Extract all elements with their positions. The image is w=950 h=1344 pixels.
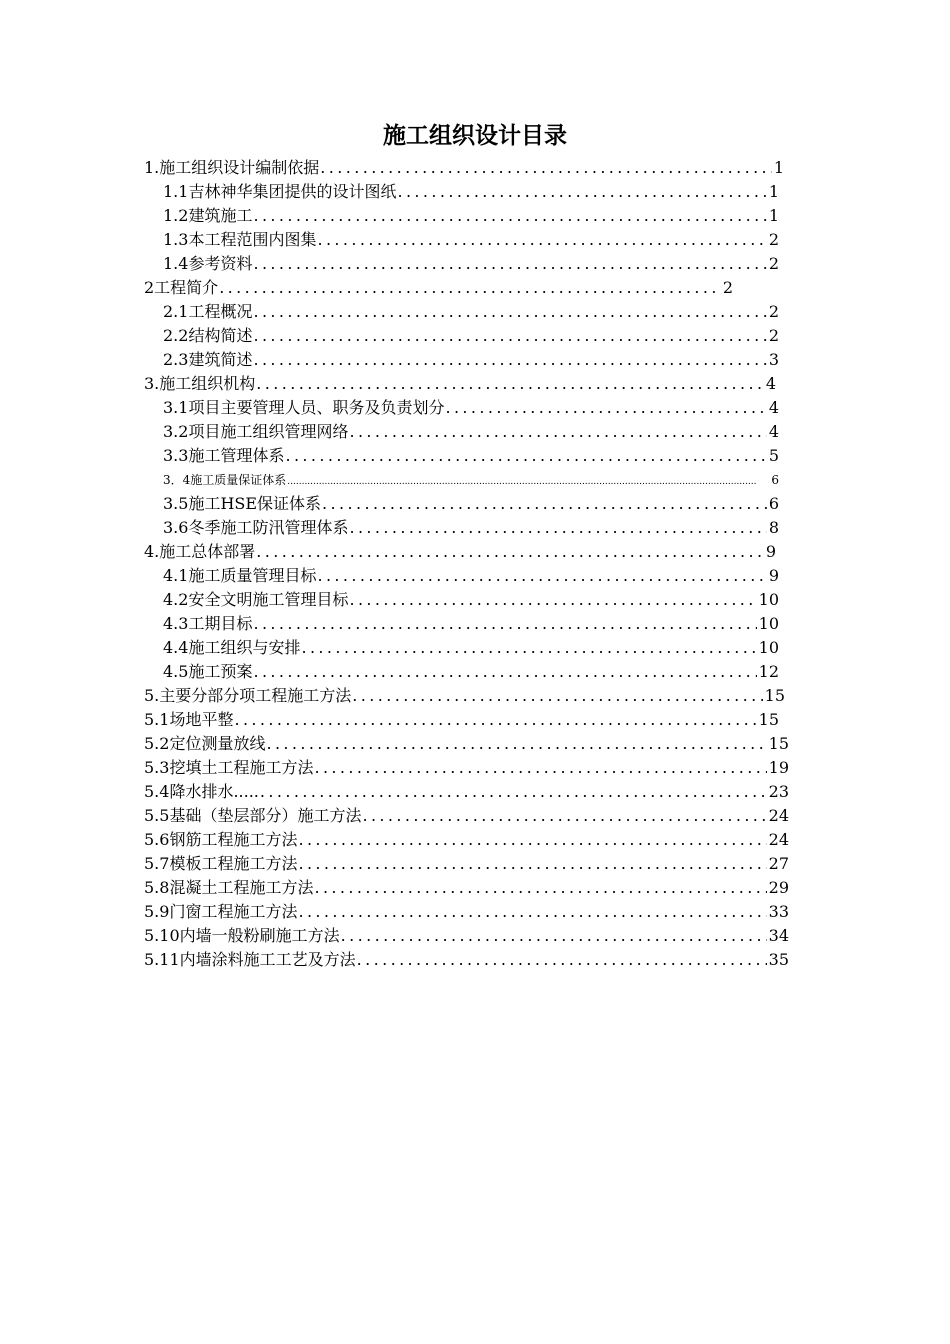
toc-entry-page: 15 [768, 734, 789, 753]
toc-entry-page: 9 [765, 542, 776, 561]
toc-entry-page: 10 [758, 638, 779, 657]
toc-leader [349, 516, 766, 540]
toc-entry-label: 1.施工组织设计编制依据 [144, 158, 320, 177]
toc-entry-page: 15 [764, 686, 785, 705]
toc-leader [341, 924, 767, 948]
toc-leader [234, 708, 756, 732]
toc-entry-page: 6 [771, 473, 779, 487]
toc-entry[interactable] [144, 540, 776, 564]
toc-leader [301, 636, 756, 660]
toc-entry-label: 3.5施工HSE保证体系 [163, 494, 322, 513]
toc-entry-label: 4.4施工组织与安排 [163, 638, 301, 657]
toc-entry-label: 5.2定位测量放线 [144, 734, 266, 753]
toc-entry-label: 5.9门窗工程施工方法 [144, 902, 298, 921]
toc-entry[interactable] [144, 372, 776, 396]
toc-entry[interactable] [144, 276, 733, 300]
toc-leader [298, 900, 766, 924]
toc-entry[interactable] [163, 324, 779, 348]
toc-entry-page: 6 [768, 494, 779, 513]
toc-entry-page: 24 [768, 830, 789, 849]
toc-entry-label: 5.主要分部分项工程施工方法 [144, 686, 352, 705]
toc-entry-page: 2 [768, 302, 779, 321]
toc-entry[interactable] [144, 948, 789, 972]
toc-entry-label: 5.1场地平整 [144, 710, 234, 729]
toc-entry[interactable] [144, 924, 789, 948]
toc-entry-page: 4 [765, 374, 776, 393]
toc-entry-page: 19 [768, 758, 789, 777]
toc-entry-label: 2.2结构简述 [163, 326, 253, 345]
toc-entry-page: 2 [722, 278, 733, 297]
toc-entry-page: 10 [758, 614, 779, 633]
toc-leader [253, 300, 766, 324]
toc-entry-page: 4 [768, 398, 779, 417]
toc-entry-page: 4 [768, 422, 779, 441]
toc-entry-page: 23 [768, 782, 789, 801]
toc-entry[interactable] [144, 828, 789, 852]
toc-entry-label: 1.1吉林神华集团提供的设计图纸 [163, 182, 397, 201]
toc-entry-label: 3.施工组织机构 [144, 374, 256, 393]
toc-leader [362, 804, 766, 828]
toc-entry-label: 5.7模板工程施工方法 [144, 854, 298, 873]
toc-entry-label: 4.2安全文明施工管理目标 [163, 590, 349, 609]
toc-entry[interactable] [163, 660, 779, 684]
toc-entry-page: 27 [768, 854, 789, 873]
toc-entry[interactable] [144, 876, 789, 900]
toc-entry-label: 2工程简介 [144, 278, 219, 297]
toc-leader [314, 756, 766, 780]
toc-entry[interactable] [163, 564, 779, 588]
toc-entry[interactable] [163, 252, 779, 276]
toc-leader [317, 228, 766, 252]
toc-entry[interactable] [144, 684, 785, 708]
toc-entry-page: 34 [768, 926, 789, 945]
toc-entry-page: 29 [768, 878, 789, 897]
toc-leader [352, 684, 762, 708]
toc-entry-label: 3.3施工管理体系 [163, 446, 285, 465]
toc-entry[interactable] [163, 516, 779, 540]
toc-entry-page: 35 [768, 950, 789, 969]
toc-entry[interactable] [163, 228, 779, 252]
toc-leader [357, 948, 767, 972]
toc-entry-label: 4.施工总体部署 [144, 542, 256, 561]
toc-entry[interactable] [144, 900, 789, 924]
toc-entry-page: 2 [768, 326, 779, 345]
toc-entry[interactable] [144, 708, 779, 732]
toc-entry[interactable] [144, 780, 789, 804]
toc-entry-page: 1 [773, 158, 784, 177]
toc-leader [349, 588, 756, 612]
toc-leader [445, 396, 766, 420]
toc-entry-page: 8 [768, 518, 779, 537]
toc-entry-label: 5.10内墙一般粉刷施工方法 [144, 926, 340, 945]
toc-entry[interactable] [163, 180, 779, 204]
toc-entry-label: 1.2建筑施工 [163, 206, 253, 225]
toc-entry[interactable] [144, 852, 789, 876]
toc-entry[interactable] [163, 420, 779, 444]
toc-leader [314, 876, 766, 900]
toc-entry-label: 1.4参考资料 [163, 254, 253, 273]
toc-leader [260, 780, 767, 804]
toc-entry-label: 4.3工期目标 [163, 614, 253, 633]
toc-leader [298, 852, 766, 876]
toc-entry[interactable] [144, 756, 789, 780]
toc-entry[interactable] [163, 588, 779, 612]
toc-leader [256, 540, 764, 564]
toc-entry-page: 2 [768, 230, 779, 249]
toc-leader [349, 420, 766, 444]
toc-entry[interactable] [163, 468, 779, 492]
toc-leader [253, 204, 766, 228]
toc-entry[interactable] [163, 396, 779, 420]
toc-entry-label: 1.3本工程范围内图集 [163, 230, 317, 249]
toc-entry[interactable] [163, 348, 779, 372]
toc-entry[interactable] [144, 804, 789, 828]
toc-leader [287, 470, 769, 494]
toc-leader [219, 276, 721, 300]
toc-leader [256, 372, 764, 396]
toc-leader [253, 660, 756, 684]
toc-entry-label: 4.5施工预案 [163, 662, 253, 681]
toc-entry-page: 1 [768, 206, 779, 225]
toc-entry-page: 24 [768, 806, 789, 825]
toc-entry-label: 5.8混凝土工程施工方法 [144, 878, 314, 897]
toc-entry[interactable] [163, 492, 779, 516]
toc-entry-label: 5.4降水排水..... [144, 782, 259, 801]
page-title: 施工组织设计目录 [383, 122, 567, 149]
toc-entry-label: 2.1工程概况 [163, 302, 253, 321]
toc-entry-page: 1 [768, 182, 779, 201]
toc-leader [253, 612, 756, 636]
toc-entry-label: 5.3挖填土工程施工方法 [144, 758, 314, 777]
toc-entry[interactable] [163, 204, 779, 228]
toc-entry-page: 2 [768, 254, 779, 273]
toc-entry-page: 12 [758, 662, 779, 681]
toc-leader [397, 180, 766, 204]
toc-entry-label: 2.3建筑简述 [163, 350, 253, 369]
toc-entry-label: 5.11内墙涂料施工工艺及方法 [144, 950, 356, 969]
toc-leader [253, 324, 766, 348]
toc-entry[interactable] [144, 156, 784, 180]
toc-entry-page: 9 [768, 566, 779, 585]
toc-entry-page: 15 [758, 710, 779, 729]
toc-leader [320, 156, 772, 180]
toc-leader [298, 828, 766, 852]
toc-entry[interactable] [144, 732, 789, 756]
toc-entry-label: 3.6冬季施工防汛管理体系 [163, 518, 349, 537]
toc-leader [253, 252, 766, 276]
toc-entry-page: 33 [768, 902, 789, 921]
toc-entry[interactable] [163, 636, 779, 660]
toc-entry-page: 10 [758, 590, 779, 609]
toc-entry-label: 4.1施工质量管理目标 [163, 566, 317, 585]
toc-leader [322, 492, 767, 516]
toc-entry-label: 5.6钢筋工程施工方法 [144, 830, 298, 849]
toc-entry[interactable] [163, 300, 779, 324]
toc-leader [266, 732, 766, 756]
toc-leader [285, 444, 766, 468]
toc-entry[interactable] [163, 612, 779, 636]
toc-entry-label: 5.5基础（垫层部分）施工方法 [144, 806, 362, 825]
toc-leader [317, 564, 766, 588]
toc-entry-page: 3 [768, 350, 779, 369]
toc-entry-label: 3.1项目主要管理人员、职务及负责划分 [163, 398, 445, 417]
toc-entry[interactable] [163, 444, 779, 468]
toc-entry-label: 3．4施工质量保证体系 [163, 473, 287, 487]
toc-leader [253, 348, 766, 372]
toc-entry-page: 5 [768, 446, 779, 465]
toc-entry-label: 3.2项目施工组织管理网络 [163, 422, 349, 441]
